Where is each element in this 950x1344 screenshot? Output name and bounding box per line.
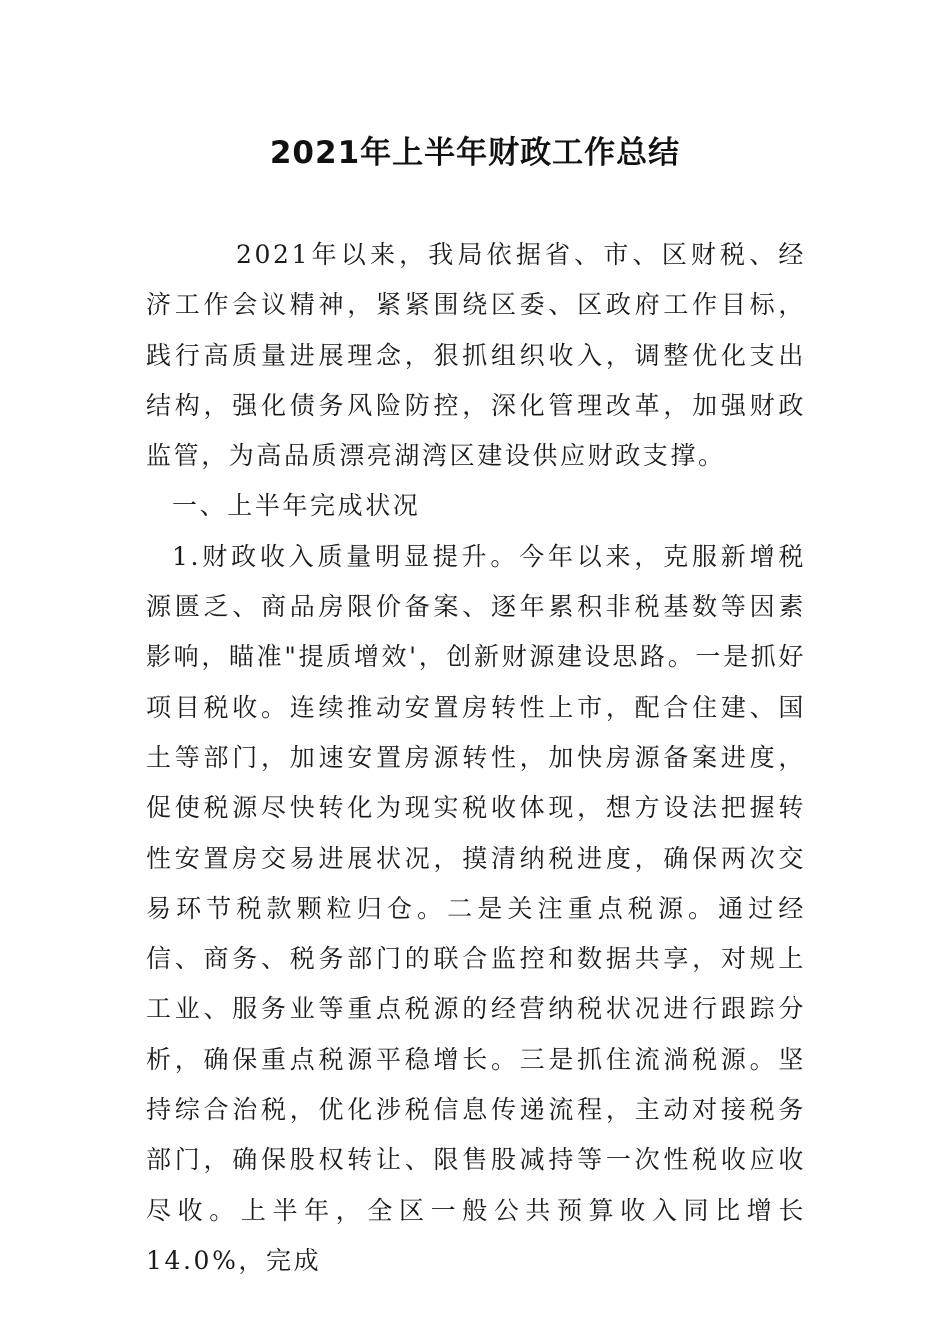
paragraph-revenue: 1.财政收入质量明显提升。今年以来，克服新增税源匮乏、商品房限价备案、逐年累积非税基数等因素影响，瞄准"提质增效'，创新财源建设思路。一是抓好项目税收。连续推动安置房转性上市，配合住建、国土等部门，加速安置房源转性，加快房源备案进度，促使税源尽快转化为现实税收体现，想方设法把握转性安置房交易进展状况，摸清纳税进度，确保两次交易环节税款颗粒归仓。二是关注重点税源。通过经信、商务、税务部门的联合监控和数据共享，对规上工业、服务业等重点税源的经营纳税状况进行跟踪分析，确保重点税源平稳增长。三是抓住流淌税源。坚持综合治税，优化涉税信息传递流程，主动对接税务部门，确保股权转让、限售股减持等一次性税收应收尽收。上半年，全区一般公共预算收入同比增长14.0%，完成 xyxy=(146,541,806,1275)
paragraph-intro: 2021年以来，我局依据省、市、区财税、经济工作会议精神，紧紧围绕区委、区政府工作目标，践行高质量进展理念，狠抓组织收入，调整优化支出结构，强化债务风险防控，深化管理改革，加强财政监管，为高品质漂亮湖湾区建设供应财政支撑。 xyxy=(146,240,806,471)
document-body xyxy=(146,230,806,1286)
section-heading-1: 一、上半年完成状况 xyxy=(172,491,421,521)
document-title: 2021年上半年财政工作总结 xyxy=(269,135,681,171)
